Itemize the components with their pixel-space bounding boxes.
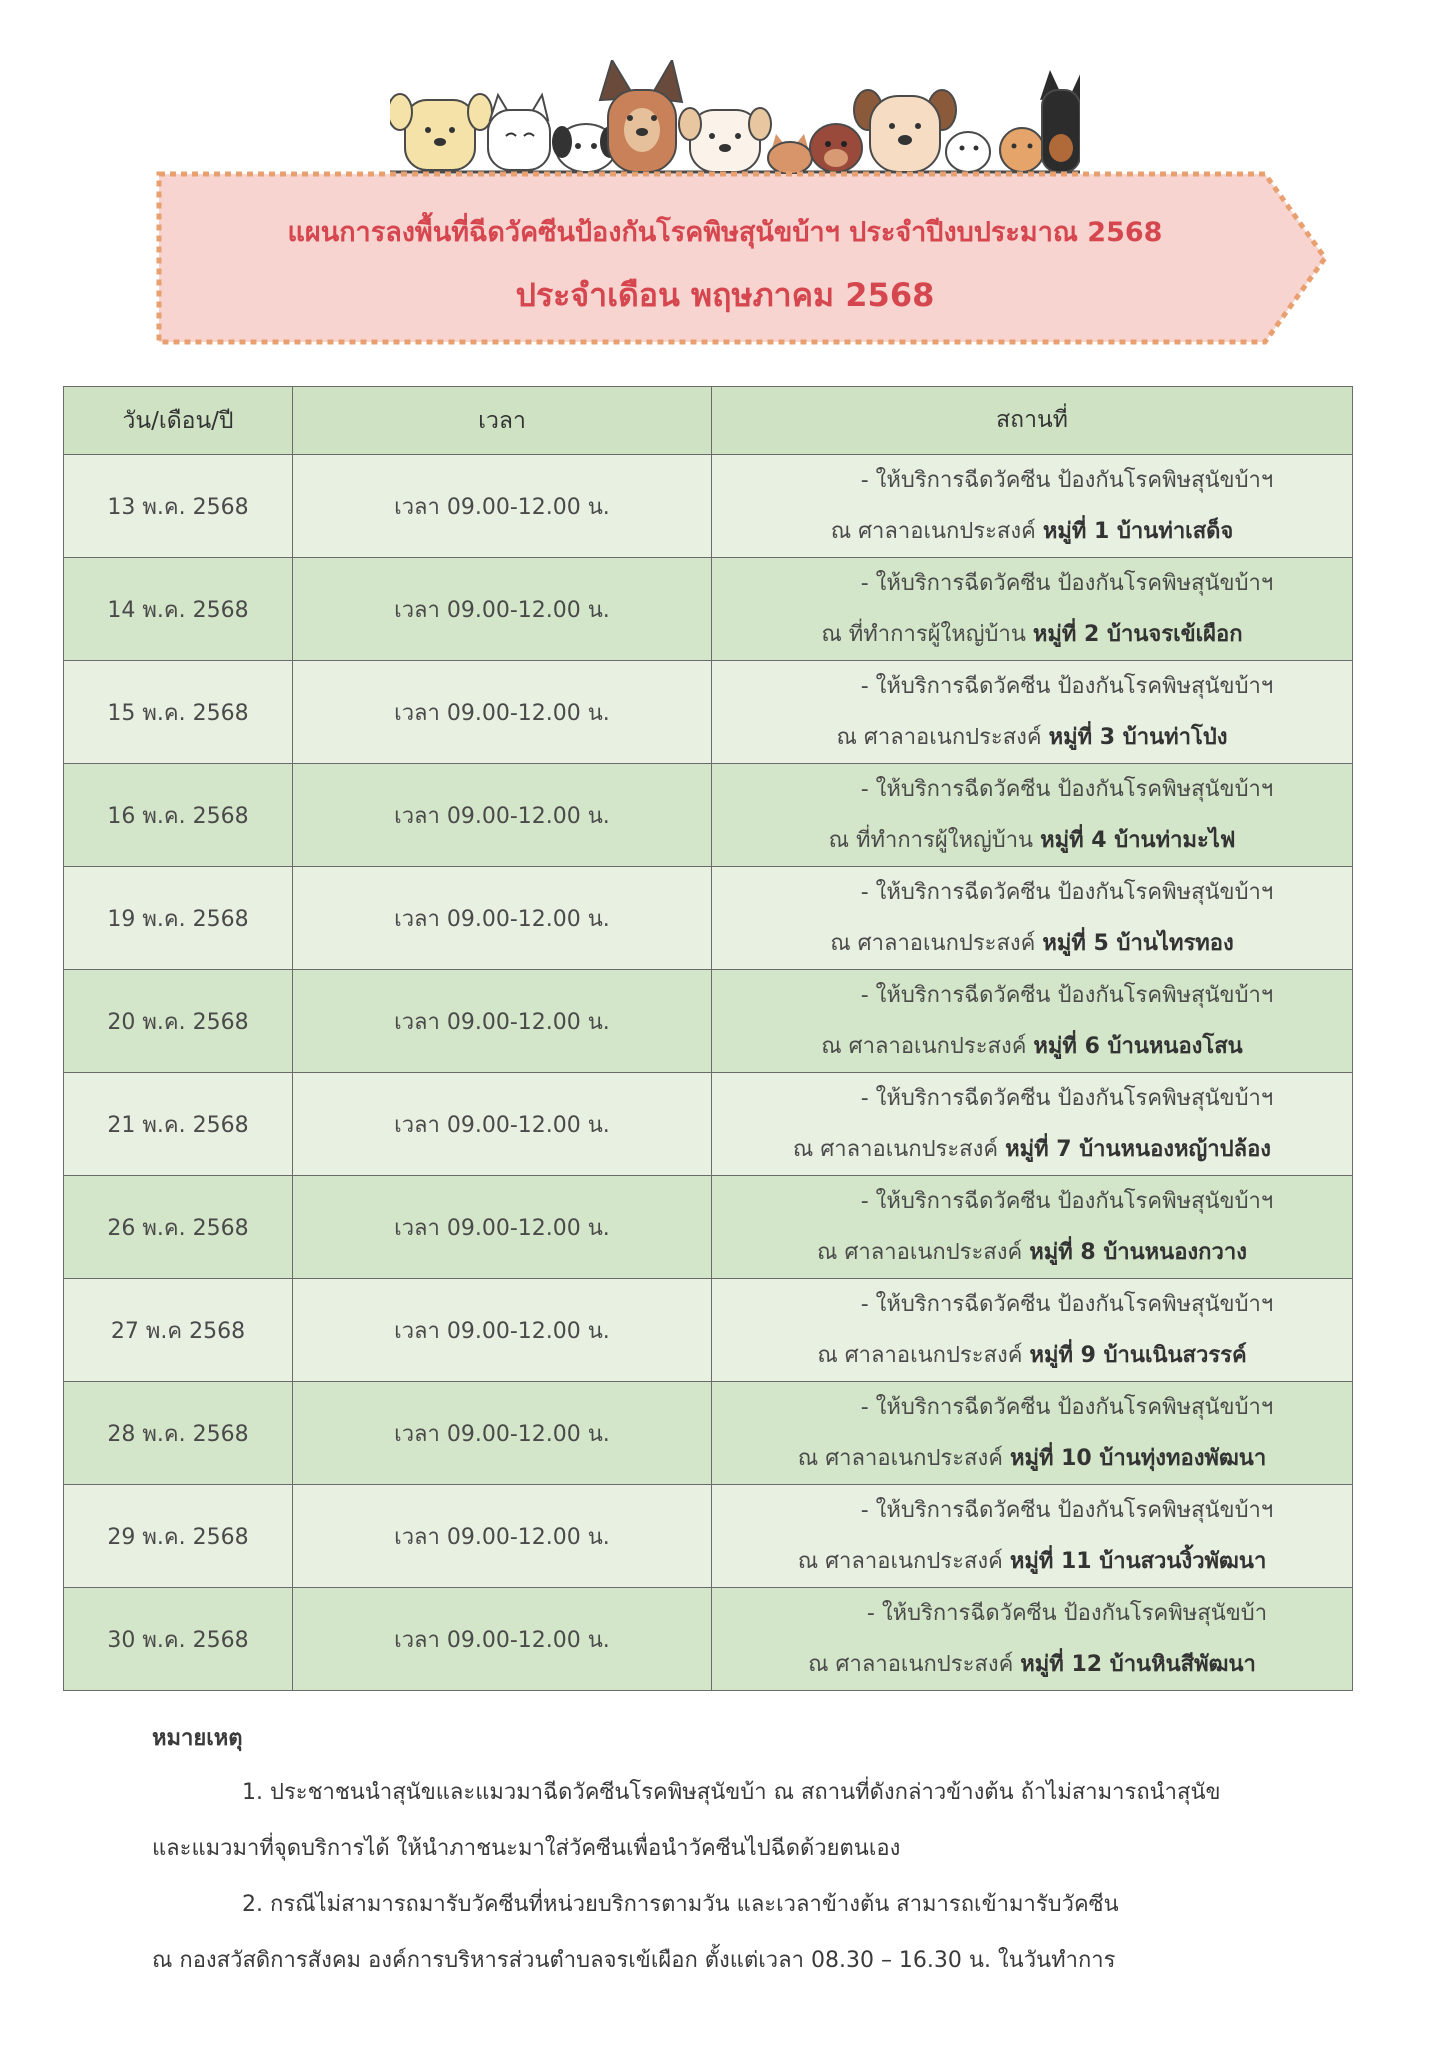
cell-date: 19 พ.ค. 2568 [64, 867, 293, 970]
place-village: หมู่ที่ 5 บ้านไทรทอง [1042, 931, 1234, 956]
cell-place [712, 661, 1353, 764]
place-service-text: - ให้บริการฉีดวัคซีน ป้องกันโรคพิษสุนัขบ้าฯ [860, 674, 1274, 699]
place-service-text: - ให้บริการฉีดวัคซีน ป้องกันโรคพิษสุนัขบ้าฯ [860, 983, 1274, 1008]
place-village: หมู่ที่ 8 บ้านหนองกวาง [1029, 1240, 1247, 1265]
place-village: หมู่ที่ 7 บ้านหนองหญ้าปล้อง [1005, 1137, 1272, 1162]
place-village: หมู่ที่ 9 บ้านเนินสวรรค์ [1029, 1343, 1247, 1368]
place-service-text: - ให้บริการฉีดวัคซีน ป้องกันโรคพิษสุนัขบ้าฯ [860, 571, 1274, 596]
place-venue: ณ ศาลาอเนกประสงค์ [830, 519, 1036, 544]
cell-place [712, 1176, 1353, 1279]
place-service-text: - ให้บริการฉีดวัคซีน ป้องกันโรคพิษสุนัขบ้าฯ [860, 468, 1274, 493]
cell-time: เวลา 09.00-12.00 น. [293, 1279, 712, 1382]
place-venue: ณ ศาลาอเนกประสงค์ [817, 1240, 1023, 1265]
place-location-line [712, 918, 1352, 969]
table-row [64, 558, 1353, 661]
page-subtitle: ประจำเดือน พฤษภาคม 2568 [515, 276, 935, 314]
place-village: หมู่ที่ 2 บ้านจรเข้เผือก [1032, 622, 1243, 647]
place-village: หมู่ที่ 11 บ้านสวนงิ้วพัฒนา [1009, 1549, 1267, 1574]
place-location-line [712, 506, 1352, 557]
table-row [64, 1176, 1353, 1279]
notes-section [152, 1720, 1302, 1989]
cell-place [712, 1588, 1353, 1691]
cell-place [712, 1382, 1353, 1485]
place-village: หมู่ที่ 1 บ้านท่าเสด็จ [1042, 519, 1234, 544]
place-service-text: - ให้บริการฉีดวัคซีน ป้องกันโรคพิษสุนัขบ้าฯ [860, 1189, 1274, 1214]
table-header-row [64, 387, 1353, 455]
place-location-line [712, 1227, 1352, 1278]
place-venue: ณ ที่ทำการผู้ใหญ่บ้าน [828, 828, 1034, 853]
cell-date: 28 พ.ค. 2568 [64, 1382, 293, 1485]
cell-place [712, 558, 1353, 661]
cell-time: เวลา 09.00-12.00 น. [293, 661, 712, 764]
cell-time: เวลา 09.00-12.00 น. [293, 970, 712, 1073]
cell-date: 21 พ.ค. 2568 [64, 1073, 293, 1176]
column-header-time: เวลา [293, 387, 712, 455]
place-service-text: - ให้บริการฉีดวัคซีน ป้องกันโรคพิษสุนัขบ้าฯ [860, 1086, 1274, 1111]
cell-date: 15 พ.ค. 2568 [64, 661, 293, 764]
place-venue: ณ ที่ทำการผู้ใหญ่บ้าน [821, 622, 1026, 647]
cell-time: เวลา 09.00-12.00 น. [293, 1176, 712, 1279]
dogs-and-cats-illustration-icon [390, 60, 1080, 180]
place-venue: ณ ศาลาอเนกประสงค์ [808, 1652, 1014, 1677]
cell-time: เวลา 09.00-12.00 น. [293, 764, 712, 867]
title-banner [155, 170, 1330, 346]
table-row [64, 1279, 1353, 1382]
place-venue: ณ ศาลาอเนกประสงค์ [821, 1034, 1027, 1059]
place-location-line [712, 1536, 1352, 1587]
cell-place [712, 1279, 1353, 1382]
table-row [64, 867, 1353, 970]
place-service-text: - ให้บริการฉีดวัคซีน ป้องกันโรคพิษสุนัขบ้าฯ [860, 1395, 1274, 1420]
vaccination-schedule-table [63, 386, 1353, 1691]
cell-date: 30 พ.ค. 2568 [64, 1588, 293, 1691]
table-row [64, 764, 1353, 867]
cell-time: เวลา 09.00-12.00 น. [293, 1382, 712, 1485]
place-service-text: - ให้บริการฉีดวัคซีน ป้องกันโรคพิษสุนัขบ้าฯ [860, 1498, 1274, 1523]
cell-place [712, 970, 1353, 1073]
place-service-text: - ให้บริการฉีดวัคซีน ป้องกันโรคพิษสุนัขบ้าฯ [860, 880, 1274, 905]
note-item-2-line-2: ณ กองสวัสดิการสังคม องค์การบริหารส่วนตำบลจรเข้เผือก ตั้งแต่เวลา 08.30 – 16.30 น. ในวันทำการ [152, 1948, 1116, 1973]
place-venue: ณ ศาลาอเนกประสงค์ [797, 1549, 1003, 1574]
note-item-1-line-2: และแมวมาที่จุดบริการได้ ให้นำภาชนะมาใส่วัคซีนเพื่อนำวัคซีนไปฉีดด้วยตนเอง [152, 1836, 901, 1861]
table-row [64, 455, 1353, 558]
place-location-line [712, 712, 1352, 763]
place-venue: ณ ศาลาอเนกประสงค์ [830, 931, 1036, 956]
place-location-line [712, 1021, 1352, 1072]
table-row [64, 1485, 1353, 1588]
table-row [64, 1073, 1353, 1176]
cell-date: 14 พ.ค. 2568 [64, 558, 293, 661]
place-venue: ณ ศาลาอเนกประสงค์ [792, 1137, 999, 1162]
cell-date: 20 พ.ค. 2568 [64, 970, 293, 1073]
cell-time: เวลา 09.00-12.00 น. [293, 1588, 712, 1691]
cell-date: 26 พ.ค. 2568 [64, 1176, 293, 1279]
cell-time: เวลา 09.00-12.00 น. [293, 867, 712, 970]
cell-time: เวลา 09.00-12.00 น. [293, 1073, 712, 1176]
place-service-text: - ให้บริการฉีดวัคซีน ป้องกันโรคพิษสุนัขบ้าฯ [860, 1292, 1274, 1317]
place-location-line [712, 609, 1352, 660]
place-village: หมู่ที่ 3 บ้านท่าโป่ง [1048, 725, 1228, 750]
cell-date: 27 พ.ค 2568 [64, 1279, 293, 1382]
table-row [64, 661, 1353, 764]
place-location-line [712, 1124, 1352, 1175]
place-location-line [712, 1433, 1352, 1484]
note-item-1-line-1: 1. ประชาชนนำสุนัขและแมวมาฉีดวัคซีนโรคพิษสุนัขบ้า ณ สถานที่ดังกล่าวข้างต้น ถ้าไม่สามารถนำสุนัข [242, 1780, 1221, 1805]
place-village: หมู่ที่ 4 บ้านท่ามะไฟ [1040, 828, 1236, 853]
cell-date: 29 พ.ค. 2568 [64, 1485, 293, 1588]
place-village: หมู่ที่ 6 บ้านหนองโสน [1033, 1034, 1243, 1059]
cell-place [712, 455, 1353, 558]
place-location-line [712, 815, 1352, 866]
notes-heading: หมายเหตุ [152, 1726, 243, 1751]
place-village: หมู่ที่ 10 บ้านทุ่งทองพัฒนา [1009, 1446, 1267, 1471]
place-venue: ณ ศาลาอเนกประสงค์ [797, 1446, 1003, 1471]
column-header-place: สถานที่ [712, 387, 1353, 455]
place-village: หมู่ที่ 12 บ้านหินสีพัฒนา [1020, 1652, 1256, 1677]
place-location-line [712, 1639, 1352, 1690]
table-row [64, 1588, 1353, 1691]
place-venue: ณ ศาลาอเนกประสงค์ [836, 725, 1042, 750]
page-title: แผนการลงพื้นที่ฉีดวัคซีนป้องกันโรคพิษสุนัขบ้าฯ ประจำปีงบประมาณ 2568 [287, 217, 1163, 248]
place-location-line [712, 1330, 1352, 1381]
place-service-text: - ให้บริการฉีดวัคซีน ป้องกันโรคพิษสุนัขบ้า [866, 1601, 1268, 1626]
note-item-2-line-1: 2. กรณีไม่สามารถมารับวัคซีนที่หน่วยบริการตามวัน และเวลาข้างต้น สามารถเข้ามารับวัคซีน [242, 1892, 1119, 1917]
place-venue: ณ ศาลาอเนกประสงค์ [817, 1343, 1023, 1368]
cell-place [712, 867, 1353, 970]
cell-date: 16 พ.ค. 2568 [64, 764, 293, 867]
place-service-text: - ให้บริการฉีดวัคซีน ป้องกันโรคพิษสุนัขบ้าฯ [860, 777, 1274, 802]
cell-place [712, 1485, 1353, 1588]
cell-time: เวลา 09.00-12.00 น. [293, 455, 712, 558]
column-header-date: วัน/เดือน/ปี [64, 387, 293, 455]
table-row [64, 1382, 1353, 1485]
cell-place [712, 764, 1353, 867]
table-row [64, 970, 1353, 1073]
cell-time: เวลา 09.00-12.00 น. [293, 1485, 712, 1588]
cell-place [712, 1073, 1353, 1176]
cell-date: 13 พ.ค. 2568 [64, 455, 293, 558]
cell-time: เวลา 09.00-12.00 น. [293, 558, 712, 661]
